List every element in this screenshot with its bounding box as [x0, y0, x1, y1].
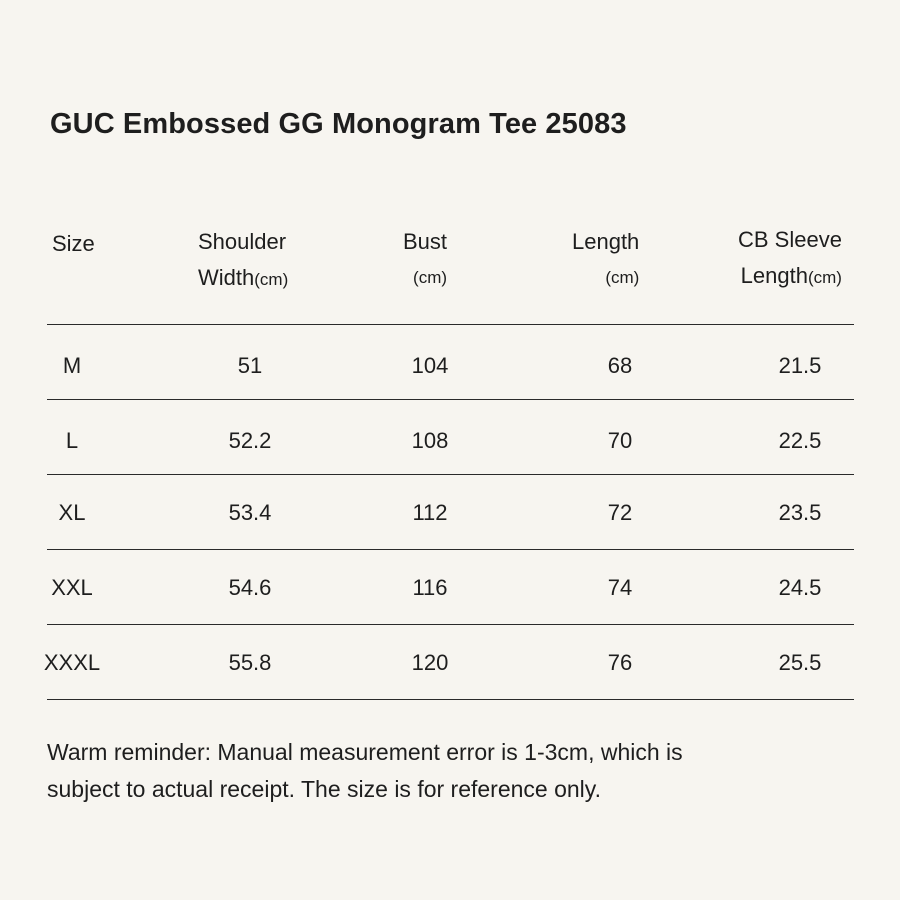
cell-bust: 116: [412, 575, 448, 600]
header-shoulder-line2-wrap: [198, 260, 288, 298]
cell-size: XXL: [51, 575, 93, 600]
header-length: [572, 224, 639, 296]
header-shoulder-unit: (cm): [254, 270, 289, 289]
header-sleeve-line1: CB Sleeve: [738, 227, 842, 252]
header-size: Size: [52, 231, 95, 256]
cell-sleeve: 22.5: [778, 428, 822, 453]
cell-length: 72: [607, 500, 633, 525]
header-sleeve-line2: Length: [740, 263, 808, 288]
cell-sleeve: 21.5: [778, 353, 822, 378]
table-divider: [47, 399, 854, 400]
reminder-line1: Warm reminder: Manual measurement error is 1-3cm, which is: [47, 739, 683, 765]
cell-sleeve: 25.5: [778, 650, 822, 675]
header-shoulder-line2: Width: [198, 265, 255, 290]
cell-length: 70: [607, 428, 633, 453]
table-divider: [47, 549, 854, 550]
cell-bust: 112: [412, 500, 448, 525]
table-divider: [47, 699, 854, 700]
reminder-note: [47, 734, 847, 808]
table-divider: [47, 324, 854, 325]
cell-bust: 120: [411, 650, 449, 675]
header-shoulder-width: [198, 224, 288, 298]
cell-size: M: [62, 353, 82, 378]
cell-length: 76: [607, 650, 633, 675]
cell-size: XL: [58, 500, 86, 525]
header-sleeve-unit: (cm): [807, 268, 842, 287]
header-shoulder-line1: Shoulder: [198, 229, 287, 254]
cell-shoulder: 53.4: [228, 500, 272, 525]
cell-sleeve: 24.5: [778, 575, 822, 600]
cell-shoulder: 54.6: [228, 575, 272, 600]
page-title: GUC Embossed GG Monogram Tee 25083: [50, 108, 627, 140]
table-divider: [47, 624, 854, 625]
header-bust-unit: (cm): [413, 268, 448, 287]
header-length-unit: (cm): [605, 268, 640, 287]
table-divider: [47, 474, 854, 475]
cell-bust: 104: [411, 353, 449, 378]
cell-size: XXXL: [43, 650, 101, 675]
header-bust-label: Bust: [403, 229, 448, 254]
header-sleeve-line2-wrap: [738, 258, 842, 296]
header-cb-sleeve-length: [738, 222, 842, 296]
header-bust: [403, 224, 447, 296]
reminder-line2: subject to actual receipt. The size is for reference only.: [47, 776, 601, 802]
table-header: [0, 0, 900, 320]
cell-length: 74: [607, 575, 633, 600]
header-length-label: Length: [572, 229, 640, 254]
cell-sleeve: 23.5: [778, 500, 822, 525]
cell-shoulder: 51: [237, 353, 263, 378]
cell-size: L: [65, 428, 79, 453]
cell-bust: 108: [411, 428, 449, 453]
cell-shoulder: 52.2: [228, 428, 272, 453]
cell-length: 68: [607, 353, 633, 378]
cell-shoulder: 55.8: [228, 650, 272, 675]
